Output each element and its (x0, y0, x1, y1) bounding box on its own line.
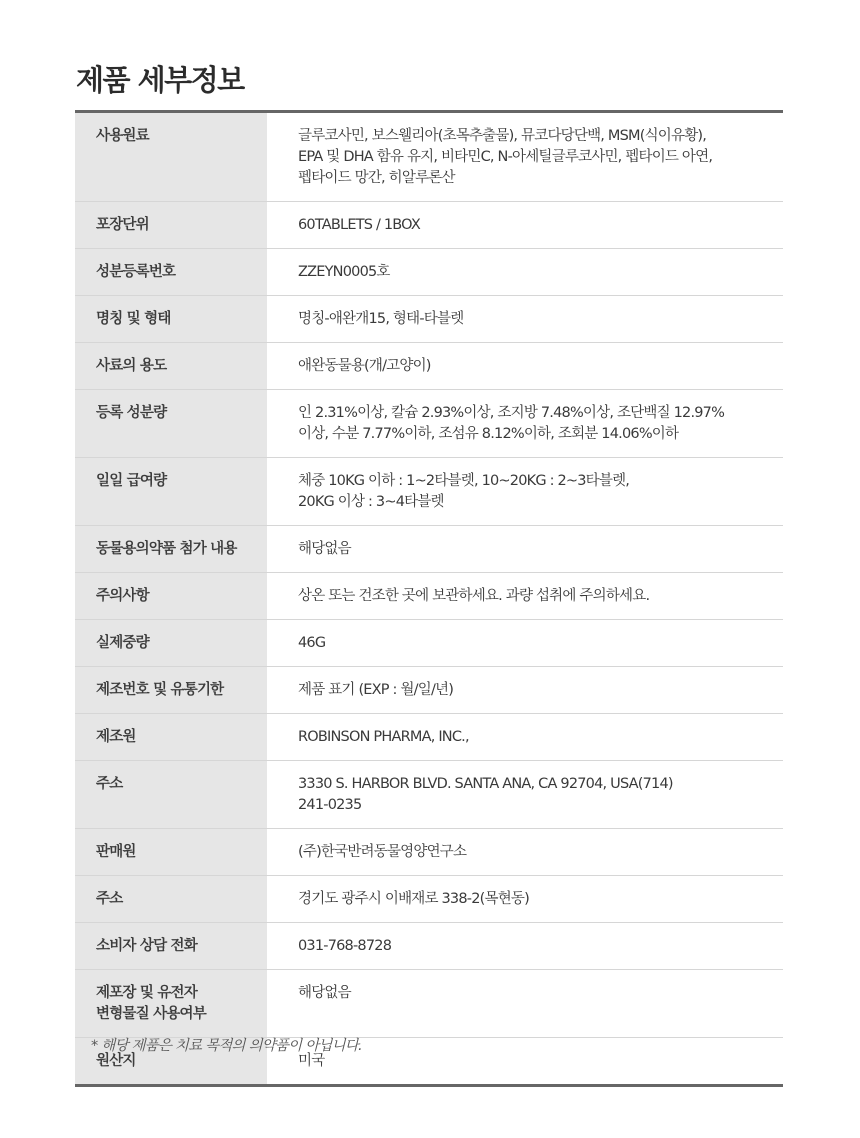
row-label: 일일 급여량 (75, 458, 267, 525)
row-label: 사용원료 (75, 113, 267, 201)
row-value: 인 2.31%이상, 칼슘 2.93%이상, 조지방 7.48%이상, 조단백질 12.97% 이상, 수분 7.77%이하, 조섬유 8.12%이하, 조회분 14.06%이하 (298, 405, 725, 442)
row-label: 사료의 용도 (75, 343, 267, 389)
table-row (75, 923, 783, 970)
table-row (75, 343, 783, 390)
row-value: 상온 또는 건조한 곳에 보관하세요. 과량 섭취에 주의하세요. (298, 588, 650, 604)
footnote: * 해당 제품은 치료 목적의 의약품이 아닙니다. (91, 1038, 362, 1054)
row-label: 주소 (75, 761, 267, 828)
table-row (75, 714, 783, 761)
row-value: 60TABLETS / 1BOX (298, 217, 420, 233)
row-label: 주소 (75, 876, 267, 922)
row-label: 명칭 및 형태 (75, 296, 267, 342)
row-value: 미국 (298, 1053, 325, 1069)
row-value: 경기도 광주시 이배재로 338-2(목현동) (298, 891, 529, 907)
row-label: 판매원 (75, 829, 267, 875)
row-value: 제품 표기 (EXP : 월/일/년) (298, 682, 454, 698)
row-label: 주의사항 (75, 573, 267, 619)
row-value: 해당없음 (298, 541, 351, 557)
table-row (75, 390, 783, 458)
row-label: 등록 성분량 (75, 390, 267, 457)
row-value: 해당없음 (298, 985, 351, 1001)
product-details-table (75, 110, 783, 1087)
row-value: ROBINSON PHARMA, INC., (298, 729, 469, 745)
row-value: 명칭-애완개15, 형태-타블렛 (298, 311, 464, 327)
page-title: 제품 세부정보 (76, 63, 244, 97)
row-label: 제포장 및 유전자 변형물질 사용여부 (75, 970, 267, 1037)
row-value: ZZEYN0005호 (298, 264, 390, 280)
table-row (75, 113, 783, 202)
row-value: 3330 S. HARBOR BLVD. SANTA ANA, CA 92704, USA(714) 241-0235 (298, 776, 673, 813)
row-label: 원산지 (75, 1038, 267, 1084)
table-row (75, 573, 783, 620)
row-value: 46G (298, 635, 326, 651)
row-label: 동물용의약품 첨가 내용 (75, 526, 267, 572)
row-label: 실제중량 (75, 620, 267, 666)
row-value: 체중 10KG 이하 : 1~2타블렛, 10~20KG : 2~3타블렛, 20KG 이상 : 3~4타블렛 (298, 473, 630, 510)
row-value: (주)한국반려동물영양연구소 (298, 844, 467, 860)
row-label: 제조번호 및 유통기한 (75, 667, 267, 713)
row-label: 포장단위 (75, 202, 267, 248)
table-row (75, 970, 783, 1038)
row-value: 글루코사민, 보스웰리아(초목추출물), 뮤코다당단백, MSM(식이유황), EPA 및 DHA 함유 유지, 비타민C, N-아세틸글루코사민, 펩타이드 아연, 펩타이드 망간, 히알루론산 (298, 128, 713, 186)
table-row (75, 620, 783, 667)
table-row (75, 761, 783, 829)
table-row (75, 526, 783, 573)
table-row (75, 829, 783, 876)
table-row (75, 296, 783, 343)
table-row (75, 202, 783, 249)
row-label: 제조원 (75, 714, 267, 760)
row-label: 성분등록번호 (75, 249, 267, 295)
row-label: 소비자 상담 전화 (75, 923, 267, 969)
table-row (75, 876, 783, 923)
table-row (75, 458, 783, 526)
row-value: 031-768-8728 (298, 938, 392, 954)
table-row (75, 667, 783, 714)
table-row (75, 249, 783, 296)
row-value: 애완동물용(개/고양이) (298, 358, 431, 374)
